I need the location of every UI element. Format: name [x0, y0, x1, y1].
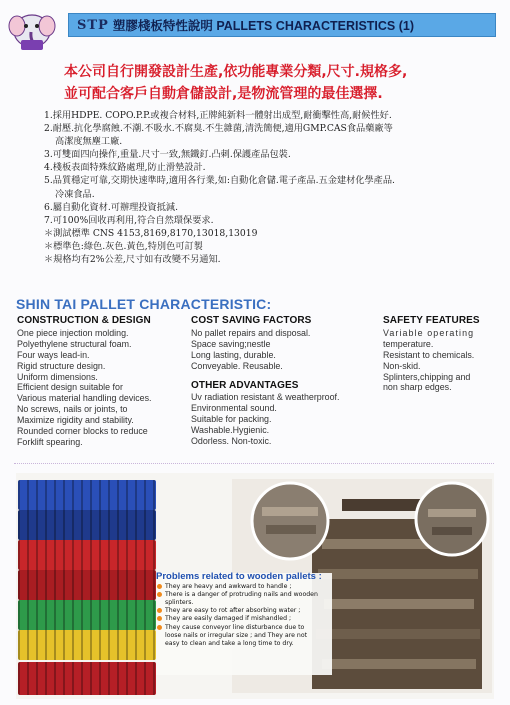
list-item: Four ways lead-in. — [17, 349, 90, 360]
list-item: Washable.Hygienic. — [191, 425, 270, 436]
list-item — [156, 607, 332, 615]
list-item: 冷凍食品. — [55, 188, 95, 200]
list-item: Efficient design suitable for — [17, 382, 123, 393]
column-title: OTHER ADVANTAGES — [191, 379, 299, 391]
pallet-crimson — [18, 662, 156, 695]
list-item: temperature. — [383, 338, 434, 349]
list-item: ＊規格均有2%公差,尺寸如有改變不另通知. — [44, 254, 221, 266]
list-item: ＊測試標準 CNS 4153,8169,8170,13018,13019 — [44, 227, 258, 239]
list-item: 7.可100%回收再利用,符合自然環保要求. — [44, 214, 214, 226]
pallet-navy — [18, 510, 156, 540]
problem-continuation: easy to clean and take a long time to dry. — [165, 639, 294, 647]
list-item: 3.可雙面四向操作,重量.尺寸一致,無鐵釘.凸刺.保護產品包裝. — [44, 149, 291, 161]
chinese-feature-list — [44, 109, 484, 266]
list-item: Rounded corner blocks to reduce — [17, 426, 148, 437]
bullet-icon — [157, 592, 162, 597]
list-item: No screws, nails or joints, to — [17, 404, 128, 415]
pallet-blue — [18, 480, 156, 510]
list-item: ＊標準色:綠色.灰色.黃色,特別色可訂製 — [44, 240, 203, 252]
safety-column — [383, 316, 501, 393]
list-item: Long lasting, durable. — [191, 349, 276, 360]
intro-line-1: 本公司自行開發設計生產,依功能專業分類,尺寸.規格多, — [64, 64, 408, 80]
problem-continuation: splinters. — [165, 599, 194, 607]
bullet-icon — [157, 616, 162, 621]
list-item: Environmental sound. — [191, 403, 277, 414]
problem-text: They are heavy and awkward to handle ; — [165, 583, 292, 591]
elephant-mascot-icon — [4, 4, 60, 54]
list-item: One piece injection molding. — [17, 327, 129, 338]
list-item: Conveyable. Reusable. — [191, 360, 283, 371]
problems-title: Problems related to wooden pallets : — [156, 571, 322, 582]
problem-text: They cause conveyor line disturbance due to — [165, 623, 305, 631]
list-item: Variable operating — [383, 327, 475, 338]
list-item: 4.棧板表面特殊紋路處理,防止滑墊設計. — [44, 162, 206, 174]
list-item: 1.採用HDPE. COPO.P.P.或複合材料,正牌純新料一體射出成型,耐衝擊性高,耐候性好. — [44, 110, 392, 121]
list-item: Space saving;nestle — [191, 338, 271, 349]
cost-saving-column — [191, 316, 371, 447]
pallet-red-dark — [18, 570, 156, 600]
problem-text: There is a danger of protruding nails and wooden — [165, 591, 318, 599]
column-title: CONSTRUCTION & DESIGN — [17, 315, 151, 326]
bullet-icon — [157, 608, 162, 613]
list-item: 高潔度無塵工廠. — [55, 136, 123, 148]
problem-text: They are easy to rot after absorbing water ; — [165, 607, 301, 615]
list-item: 5.品質穩定可靠,交期快速準時,適用各行業,如:自動化倉儲.電子產品.五金建材化學產品. — [44, 175, 395, 187]
list-item: 6.屬自動化資材.可辦理投資抵減. — [44, 201, 179, 213]
list-item: Polyethylene structural foam. — [17, 338, 132, 349]
construction-column — [17, 316, 187, 448]
list-item: 2.耐壓.抗化學腐蝕.不潮.不吸水.不腐臭.不生雜菌,清洗簡便,適用GMP.CAS食品藥廠等 — [44, 123, 393, 135]
list-item — [156, 615, 332, 623]
plastic-pallet-stack-image — [18, 480, 156, 695]
list-item: Uv radiation resistant & weatherproof. — [191, 392, 340, 403]
intro-text — [64, 61, 484, 105]
list-item: Forklift spearing. — [17, 436, 83, 447]
list-item: non sharp edges. — [383, 382, 452, 393]
divider — [14, 463, 494, 464]
problem-continuation: loose nails or irregular size ; and They are not — [165, 631, 308, 639]
page-title: 塑膠棧板特性說明 PALLETS CHARACTERISTICS (1) — [112, 19, 415, 33]
list-item: Non-skid. — [383, 360, 421, 371]
pallet-red — [18, 540, 156, 570]
brand-logo: STP — [77, 17, 109, 33]
list-item: Various material handling devices. — [17, 393, 152, 404]
list-item: Maximize rigidity and stability. — [17, 415, 134, 426]
list-item: Resistant to chemicals. — [383, 349, 475, 360]
list-item: Rigid structure design. — [17, 360, 106, 371]
column-title: COST SAVING FACTORS — [191, 315, 312, 326]
list-item — [156, 583, 332, 591]
column-title: SAFETY FEATURES — [383, 315, 480, 326]
pallet-green — [18, 600, 156, 630]
list-item: No pallet repairs and disposal. — [191, 327, 311, 338]
header-bar — [68, 13, 496, 37]
list-item — [156, 591, 332, 599]
bullet-icon — [157, 625, 162, 630]
list-item: Uniform dimensions. — [17, 371, 98, 382]
wooden-pallet-problems — [156, 573, 332, 675]
section-heading: SHIN TAI PALLET CHARACTERISTIC: — [16, 296, 272, 312]
intro-line-2: 並可配合客戶自動倉儲設計,是物流管理的最佳選擇. — [64, 86, 383, 102]
list-item: Odorless. Non-toxic. — [191, 436, 272, 447]
bullet-icon — [157, 584, 162, 589]
list-item: Suitable for packing. — [191, 414, 272, 425]
pallet-yellow — [18, 630, 156, 660]
list-item — [156, 624, 332, 632]
problem-text: They are easily damaged if mishandled ; — [165, 615, 292, 623]
list-item: Splinters,chipping and — [383, 371, 471, 382]
